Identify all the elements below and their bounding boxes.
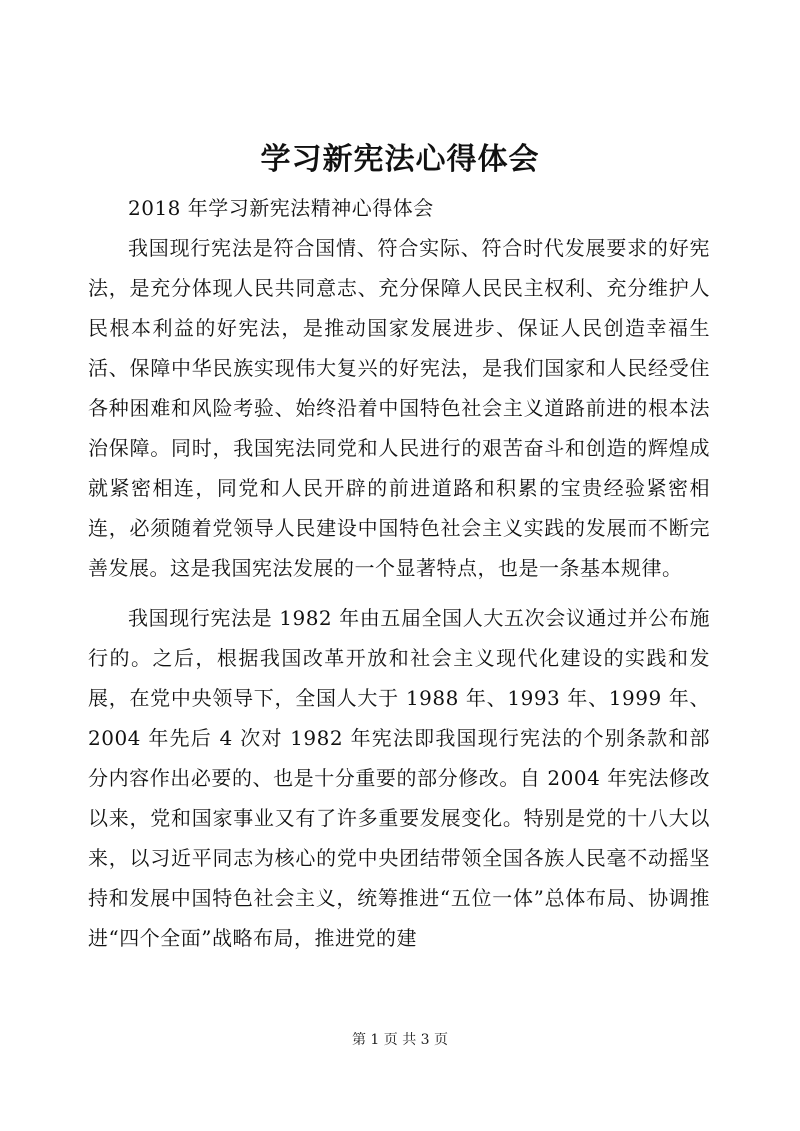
paragraph-2: 我国现行宪法是 1982 年由五届全国人大五次会议通过并公布施行的。之后，根据我国改革开放和社会主义现代化建设的实践和发展，在党中央领导下，全国人大于 1988 年、1993 年、1999 年、2004 年先后 4 次对 1982 年宪法即我国现行宪法的个别条款和部分内容作出必要的、也是十分重要的部分修改。自 2004 年宪法修改以来，党和国家事业又有了许多重要发展变化。特别是党的十八大以来，以习近平同志为核心的党中央团结带领全国各族人民毫不动摇坚持和发展中国特色社会主义，统筹推进“五位一体”总体布局、协调推进“四个全面”战略布局，推进党的建: [88, 606, 710, 950]
document-body: [88, 188, 710, 958]
paragraph-1: 我国现行宪法是符合国情、符合实际、符合时代发展要求的好宪法，是充分体现人民共同意志、充分保障人民民主权利、充分维护人民根本利益的好宪法，是推动国家发展进步、保证人民创造幸福生活、保障中华民族实现伟大复兴的好宪法，是我们国家和人民经受住各种困难和风险考验、始终沿着中国特色社会主义道路前进的根本法治保障。同时，我国宪法同党和人民进行的艰苦奋斗和创造的辉煌成就紧密相连，同党和人民开辟的前进道路和积累的宝贵经验紧密相连，必须随着党领导人民建设中国特色社会主义实践的发展而不断完善发展。这是我国宪法发展的一个显著特点，也是一条基本规律。: [88, 236, 710, 580]
subtitle-line: 2018 年学习新宪法精神心得体会: [128, 196, 434, 220]
page-footer: 第 1 页 共 3 页: [351, 1032, 449, 1048]
document-title: 学习新宪法心得体会: [260, 142, 540, 177]
